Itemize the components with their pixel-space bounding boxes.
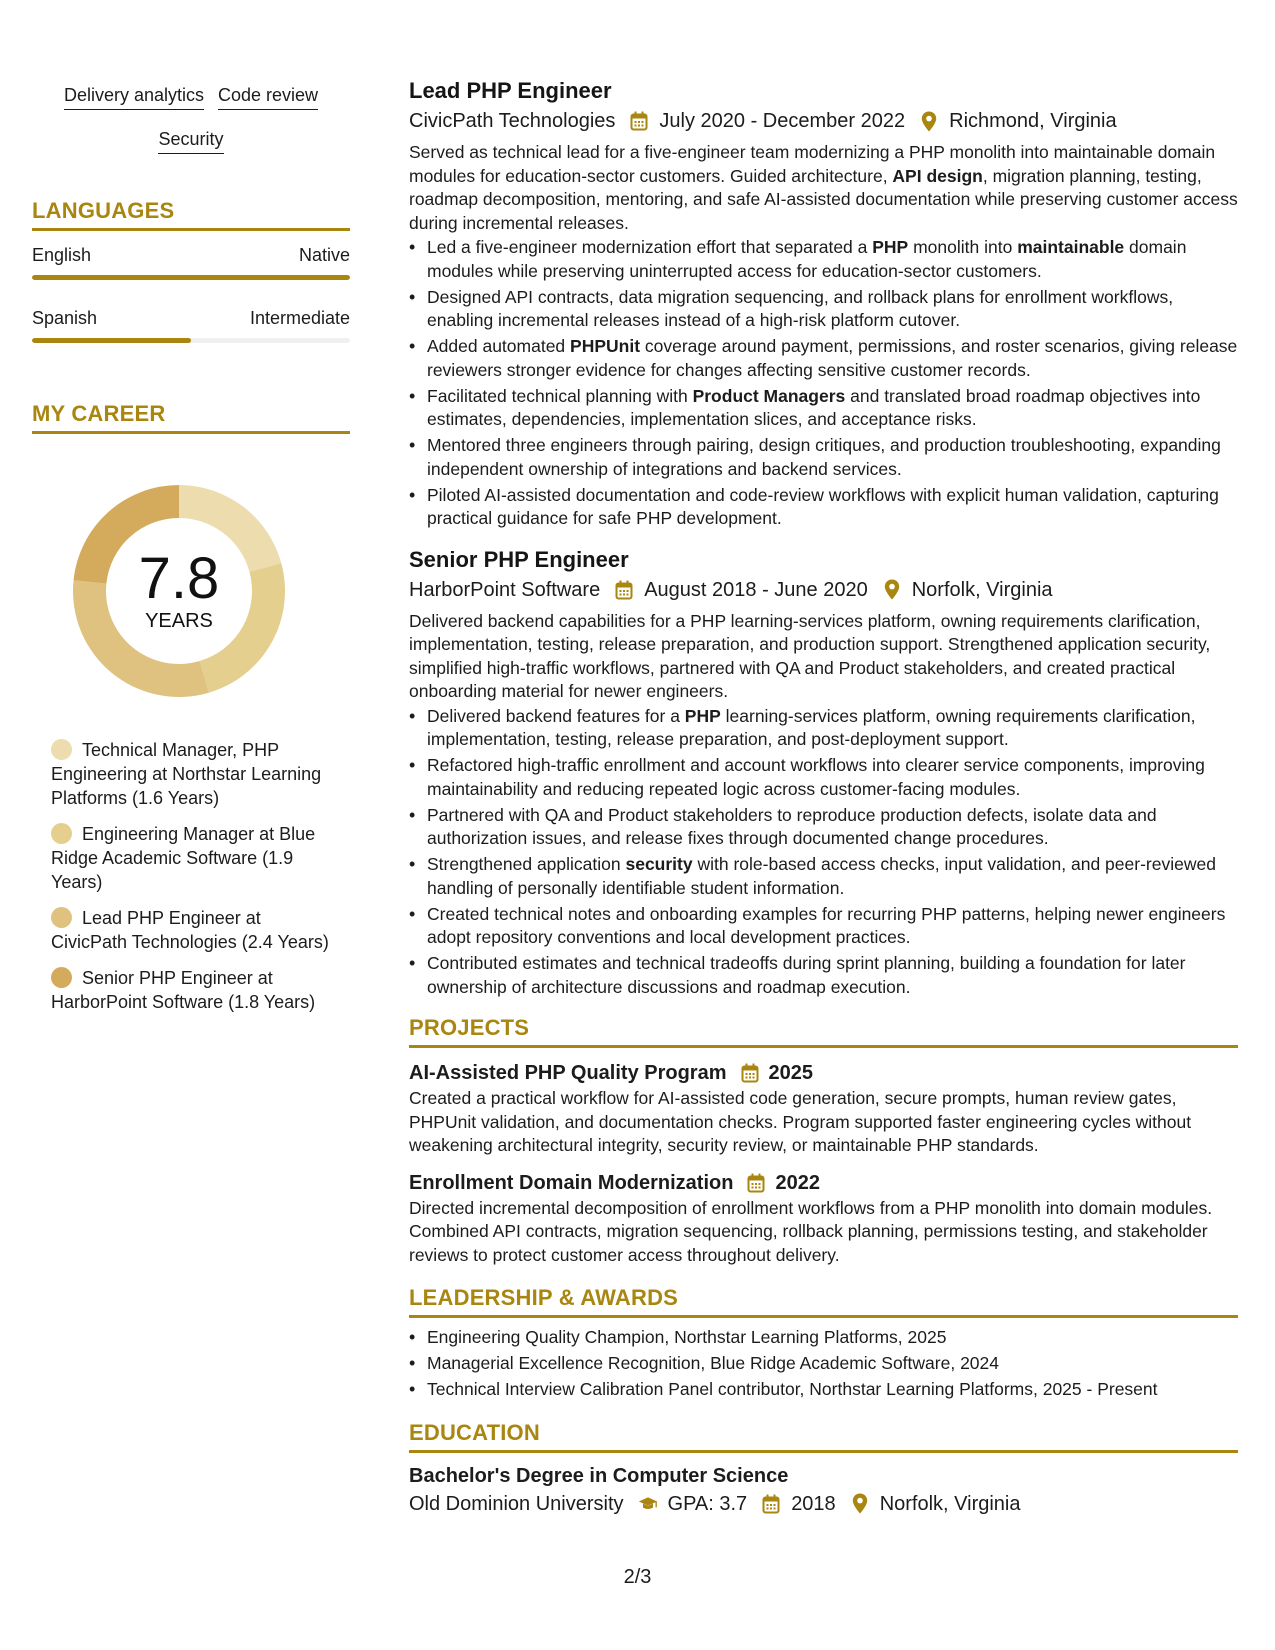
location-pin-icon xyxy=(850,1493,870,1515)
language-level: Native xyxy=(298,245,350,265)
job-bullet: • Delivered backend features for a PHP learning-services platform, owning requirements clarification, implementation, testing, release preparation, and post-deployment support. xyxy=(409,705,1238,752)
job-meta xyxy=(409,106,1238,136)
job-bullet: • Strengthened application security with role-based access checks, input validation, and peer-reviewed handling of personally identifiable student information. xyxy=(409,853,1238,900)
location-pin-icon xyxy=(882,579,902,601)
career-legend-label: Senior PHP Engineer at HarborPoint Software (1.8 Years) xyxy=(51,968,316,1012)
job-bullets xyxy=(409,705,1238,1000)
career-legend-item xyxy=(51,738,331,810)
language-name: Spanish xyxy=(32,308,98,328)
education-section xyxy=(409,1420,1238,1519)
language-row xyxy=(32,306,350,330)
language-item xyxy=(32,243,350,280)
career-legend-label: Engineering Manager at Blue Ridge Academic Software (1.9 Years) xyxy=(51,824,316,892)
legend-color-dot xyxy=(51,907,72,928)
job-dates: August 2018 - June 2020 xyxy=(644,578,868,601)
experience-section xyxy=(409,78,1238,999)
calendar-icon xyxy=(761,1493,781,1515)
languages-heading: LANGUAGES xyxy=(32,198,350,231)
job-summary: Served as technical lead for a five-engineer team modernizing a PHP monolith into maintainable domain modules for education-sector customers. Guided architecture, API design, migration planning, testing, roadmap decomposition, mentoring, and safe AI-assisted documentation while preserving customer access during incremental releases. xyxy=(409,142,1238,233)
education-location: Norfolk, Virginia xyxy=(879,1492,1021,1515)
job-dates: July 2020 - December 2022 xyxy=(659,110,906,132)
skill-tag: Security xyxy=(158,126,223,154)
skill-tag: Code review xyxy=(218,82,318,110)
job-bullet: • Piloted AI-assisted documentation and code-review workflows with explicit human validation, capturing practical guidance for safe PHP development. xyxy=(409,484,1238,531)
project-entry xyxy=(409,1060,1238,1158)
job-bullet: • Designed API contracts, data migration sequencing, and rollback plans for enrollment workflows, enabling incremental releases instead of a high-risk platform cutover. xyxy=(409,286,1238,333)
calendar-icon xyxy=(747,1172,767,1194)
job-bullets xyxy=(409,236,1238,531)
sidebar xyxy=(32,82,350,1026)
project-description: Created a practical workflow for AI-assisted code generation, secure prompts, human review gates, PHPUnit validation, and documentation checks. Program supported faster engineering cycles without weakening architectural integrity, security review, or maintainable PHP standards. xyxy=(409,1088,1192,1155)
career-legend-item xyxy=(51,906,331,954)
languages-section xyxy=(32,198,350,343)
career-heading: MY CAREER xyxy=(32,401,350,434)
job-entry xyxy=(409,547,1238,1000)
language-name: English xyxy=(32,245,92,265)
language-row xyxy=(32,243,350,267)
projects-section xyxy=(409,1015,1238,1267)
career-total-years: 7.8 xyxy=(138,546,220,611)
language-item xyxy=(32,306,350,343)
project-year: 2025 xyxy=(768,1062,813,1084)
career-legend-item xyxy=(51,822,331,894)
company-name: CivicPath Technologies xyxy=(409,110,616,132)
job-bullet: • Contributed estimates and technical tradeoffs during sprint planning, building a foundation for later ownership of architecture discussions and roadmap execution. xyxy=(409,952,1238,999)
language-proficiency-fill xyxy=(32,338,191,343)
graduation-cap-icon xyxy=(638,1493,658,1515)
job-bullet: • Facilitated technical planning with Product Managers and translated broad roadmap objectives into estimates, dependencies, implementation slices, and acceptance risks. xyxy=(409,385,1238,432)
legend-color-dot xyxy=(51,823,72,844)
project-name: Enrollment Domain Modernization xyxy=(409,1171,734,1194)
job-bullet: • Refactored high-traffic enrollment and account workflows into clearer service components, improving maintainability and reducing repeated logic across customer-facing modules. xyxy=(409,754,1238,801)
award-item: • Managerial Excellence Recognition, Blue Ridge Academic Software, 2024 xyxy=(409,1352,1238,1376)
company-name: HarborPoint Software xyxy=(409,578,601,601)
job-bullet: • Mentored three engineers through pairing, design critiques, and production troubleshooting, expanding independent ownership of integrations and backend services. xyxy=(409,434,1238,481)
language-proficiency-bar xyxy=(32,275,350,280)
career-donut-chart xyxy=(66,478,292,704)
career-legend-item xyxy=(51,966,331,1014)
main-content xyxy=(409,78,1238,1519)
legend-color-dot xyxy=(51,739,72,760)
project-year: 2022 xyxy=(775,1171,820,1194)
language-proficiency-fill xyxy=(32,275,350,280)
job-bullet: • Added automated PHPUnit coverage around payment, permissions, and roster scenarios, giving release reviewers stronger evidence for changes affecting sensitive customer records. xyxy=(409,335,1238,382)
project-description: Directed incremental decomposition of enrollment workflows from a PHP monolith into domain modules. Combined API contracts, migration sequencing, rollback planning, permissions testing, and stakeholder reviews to protect customer access throughout delivery. xyxy=(409,1197,1213,1265)
award-item: • Engineering Quality Champion, Northstar Learning Platforms, 2025 xyxy=(409,1326,1238,1350)
leadership-section xyxy=(409,1285,1238,1402)
education-heading: EDUCATION xyxy=(409,1420,1238,1453)
skill-tag: Delivery analytics xyxy=(64,82,204,110)
projects-heading: PROJECTS xyxy=(409,1015,1238,1048)
gpa: GPA: 3.7 xyxy=(667,1492,748,1515)
legend-color-dot xyxy=(51,967,72,988)
degree-title: Bachelor's Degree in Computer Science xyxy=(409,1464,789,1487)
career-legend-label: Technical Manager, PHP Engineering at Northstar Learning Platforms (1.6 Years) xyxy=(51,740,322,808)
job-bullet: • Led a five-engineer modernization effort that separated a PHP monolith into maintainable domain modules while preserving uninterrupted access for education-sector customers. xyxy=(409,236,1238,283)
job-entry xyxy=(409,78,1238,531)
page-number: 2/3 xyxy=(623,1566,652,1588)
calendar-icon xyxy=(614,579,634,601)
career-section xyxy=(32,401,350,1014)
career-total-unit: YEARS xyxy=(145,610,213,632)
location-pin-icon xyxy=(919,110,939,132)
career-legend xyxy=(51,738,331,1014)
language-level: Intermediate xyxy=(249,308,350,328)
project-title-row xyxy=(409,1170,1238,1196)
job-meta xyxy=(409,575,1238,605)
language-proficiency-bar xyxy=(32,338,350,343)
job-summary: Delivered backend capabilities for a PHP learning-services platform, owning requirements clarification, implementation, testing, release preparation, and production support. Strengthened application security, simplified high-traffic workflows, partnered with QA and Product stakeholders, and created practical onboarding material for newer engineers. xyxy=(409,610,1211,701)
project-entry xyxy=(409,1170,1238,1268)
job-title: Lead PHP Engineer xyxy=(409,78,612,103)
skills-list xyxy=(32,82,350,170)
calendar-icon xyxy=(741,1062,761,1084)
project-name: AI-Assisted PHP Quality Program xyxy=(409,1062,727,1084)
calendar-icon xyxy=(629,110,649,132)
job-location: Richmond, Virginia xyxy=(949,110,1117,132)
career-legend-label: Lead PHP Engineer at CivicPath Technologies (2.4 Years) xyxy=(51,908,329,952)
job-title: Senior PHP Engineer xyxy=(409,546,629,572)
job-bullet: • Partnered with QA and Product stakeholders to reproduce production defects, isolate data and authorization issues, and release fixes through documented change procedures. xyxy=(409,804,1238,851)
education-meta xyxy=(409,1489,1238,1519)
leadership-heading: LEADERSHIP & AWARDS xyxy=(409,1285,1238,1318)
job-location: Norfolk, Virginia xyxy=(911,578,1053,601)
project-title-row xyxy=(409,1060,1238,1086)
job-bullet: • Created technical notes and onboarding examples for recurring PHP patterns, helping newer engineers adopt repository conventions and local development practices. xyxy=(409,903,1238,950)
school-name: Old Dominion University xyxy=(409,1492,624,1515)
graduation-year: 2018 xyxy=(791,1492,836,1515)
award-item: • Technical Interview Calibration Panel contributor, Northstar Learning Platforms, 2025 - Present xyxy=(409,1378,1238,1402)
